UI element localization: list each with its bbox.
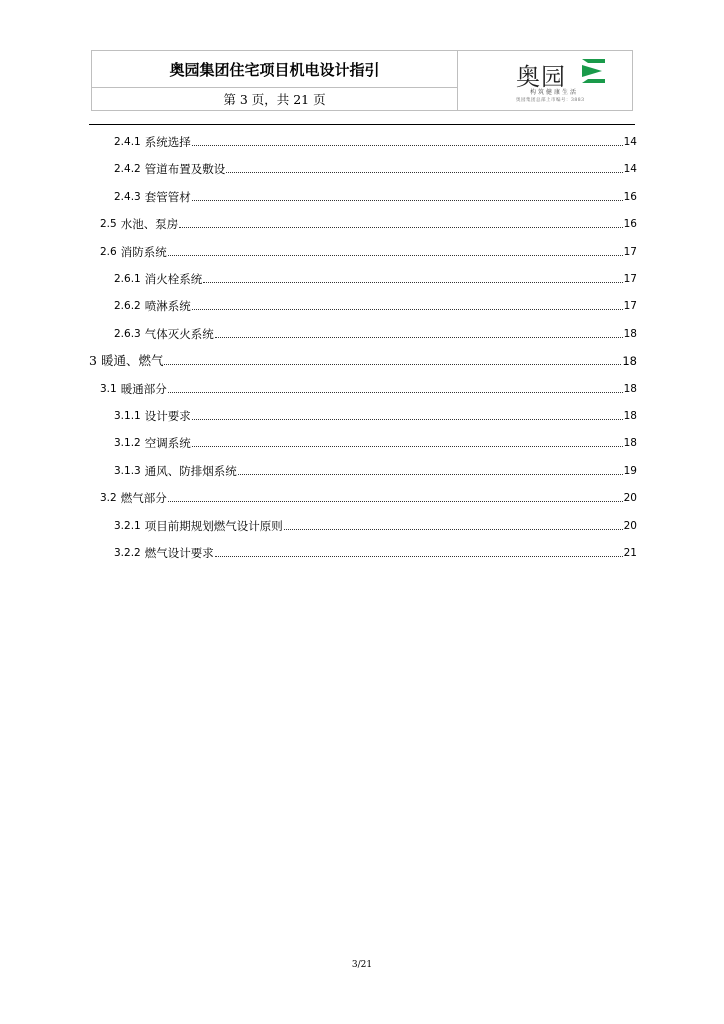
toc-dot-leader (192, 445, 623, 447)
toc-entry-title: 燃气部分 (120, 491, 167, 506)
toc-dot-leader (179, 226, 622, 228)
page-footer: 3/21 (351, 960, 373, 970)
logo-subtext: 奥园集团总部上市编号：3883 (516, 98, 585, 103)
toc-entry-page: 14 (623, 163, 637, 176)
toc-entry-number: 3.2.2 (114, 547, 141, 559)
toc-entry-number: 2.4.2 (114, 163, 141, 176)
toc-entry[interactable] (114, 544, 637, 560)
toc-entry-page: 14 (623, 136, 637, 148)
toc-entry-title: 水池、泵房 (120, 217, 179, 232)
toc-entry[interactable] (114, 517, 637, 533)
toc-entry-title: 喷淋系统 (144, 299, 191, 314)
toc-entry-number: 3.1.1 (114, 410, 141, 422)
header-left-cell (92, 51, 458, 110)
toc-entry-number: 2.4.3 (114, 190, 141, 203)
toc-entry-title: 系统选择 (144, 135, 191, 149)
page-info: 第 3 页，共 21 页 (223, 92, 326, 107)
toc-entry-number: 2.5 (100, 218, 117, 231)
toc-dot-leader (215, 336, 623, 338)
toc-entry[interactable] (114, 325, 637, 341)
toc-dot-leader (192, 144, 623, 146)
toc-entry-page: 20 (623, 492, 637, 505)
toc-entry-title: 暖通、燃气 (100, 353, 164, 369)
toc-entry-title: 管道布置及敷设 (144, 162, 226, 177)
toc-dot-leader (203, 281, 622, 283)
toc-entry[interactable] (89, 352, 637, 368)
toc-entry-title: 消火栓系统 (144, 272, 203, 286)
toc-entry[interactable] (114, 133, 637, 149)
toc-entry-number: 3 (89, 353, 97, 369)
toc-entry-number: 2.6.2 (114, 300, 141, 313)
toc-entry-number: 3.1.2 (114, 437, 141, 450)
logo-slogan: 构筑健康生活 (530, 89, 579, 96)
toc-entry-number: 2.4.1 (114, 136, 141, 148)
toc-entry-title: 消防系统 (120, 244, 167, 259)
toc-entry-number: 3.1.3 (114, 464, 141, 477)
document-title: 奥园集团住宅项目机电设计指引 (92, 51, 457, 88)
toc-entry[interactable] (114, 434, 637, 450)
company-logo (458, 51, 632, 110)
toc-dot-leader (168, 254, 623, 256)
logo-text: 奥园 (516, 63, 566, 91)
toc-dot-leader (164, 363, 621, 365)
toc-entry[interactable] (100, 489, 637, 505)
toc-entry-title: 空调系统 (144, 436, 191, 451)
toc-dot-leader (192, 308, 623, 310)
toc-entry-number: 2.6 (100, 245, 117, 258)
toc-entry-title: 燃气设计要求 (144, 546, 214, 560)
toc-entry-title: 设计要求 (144, 409, 191, 423)
toc-entry-title: 套管管材 (144, 189, 191, 204)
toc-entry-page: 17 (623, 273, 637, 285)
toc-entry-page: 21 (623, 547, 637, 559)
toc-entry-page: 18 (623, 327, 637, 340)
toc-dot-leader (284, 528, 623, 530)
toc-entry-page: 18 (623, 382, 637, 395)
toc-entry[interactable] (100, 215, 637, 231)
toc-entry-title: 通风、防排烟系统 (144, 463, 237, 478)
toc-entry-page: 18 (623, 410, 637, 422)
logo-mark-icon (580, 58, 606, 84)
toc-entry[interactable] (114, 407, 637, 423)
toc-entry[interactable] (114, 188, 637, 204)
toc-entry-page: 16 (623, 218, 637, 231)
document-header (91, 50, 633, 111)
toc-entry-title: 气体灭火系统 (144, 326, 214, 341)
toc-dot-leader (215, 555, 623, 557)
toc-entry-number: 2.6.3 (114, 327, 141, 340)
header-rule (89, 124, 635, 125)
toc-entry-page: 19 (623, 464, 637, 477)
toc-entry[interactable] (114, 160, 637, 176)
toc-dot-leader (238, 473, 623, 475)
toc-dot-leader (192, 418, 623, 420)
toc-entry[interactable] (114, 297, 637, 313)
toc-entry-page: 17 (623, 300, 637, 313)
toc-entry-number: 3.2 (100, 492, 117, 505)
toc-entry-number: 3.2.1 (114, 519, 141, 532)
toc-entry-number: 2.6.1 (114, 273, 141, 285)
toc-entry-title: 暖通部分 (120, 381, 167, 396)
toc-entry-number: 3.1 (100, 382, 117, 395)
toc-dot-leader (226, 171, 622, 173)
toc-entry-page: 18 (623, 437, 637, 450)
toc-entry[interactable] (100, 243, 637, 259)
toc-entry-title: 项目前期规划燃气设计原则 (144, 518, 283, 533)
toc-entry-page: 16 (623, 190, 637, 203)
toc-entry[interactable] (114, 462, 637, 478)
toc-dot-leader (192, 199, 623, 201)
toc-entry[interactable] (114, 270, 637, 286)
toc-dot-leader (168, 391, 623, 393)
toc-dot-leader (168, 500, 623, 502)
toc-entry-page: 17 (623, 245, 637, 258)
toc-entry-page: 20 (623, 519, 637, 532)
toc-entry[interactable] (100, 380, 637, 396)
toc-entry-page: 18 (622, 354, 637, 369)
